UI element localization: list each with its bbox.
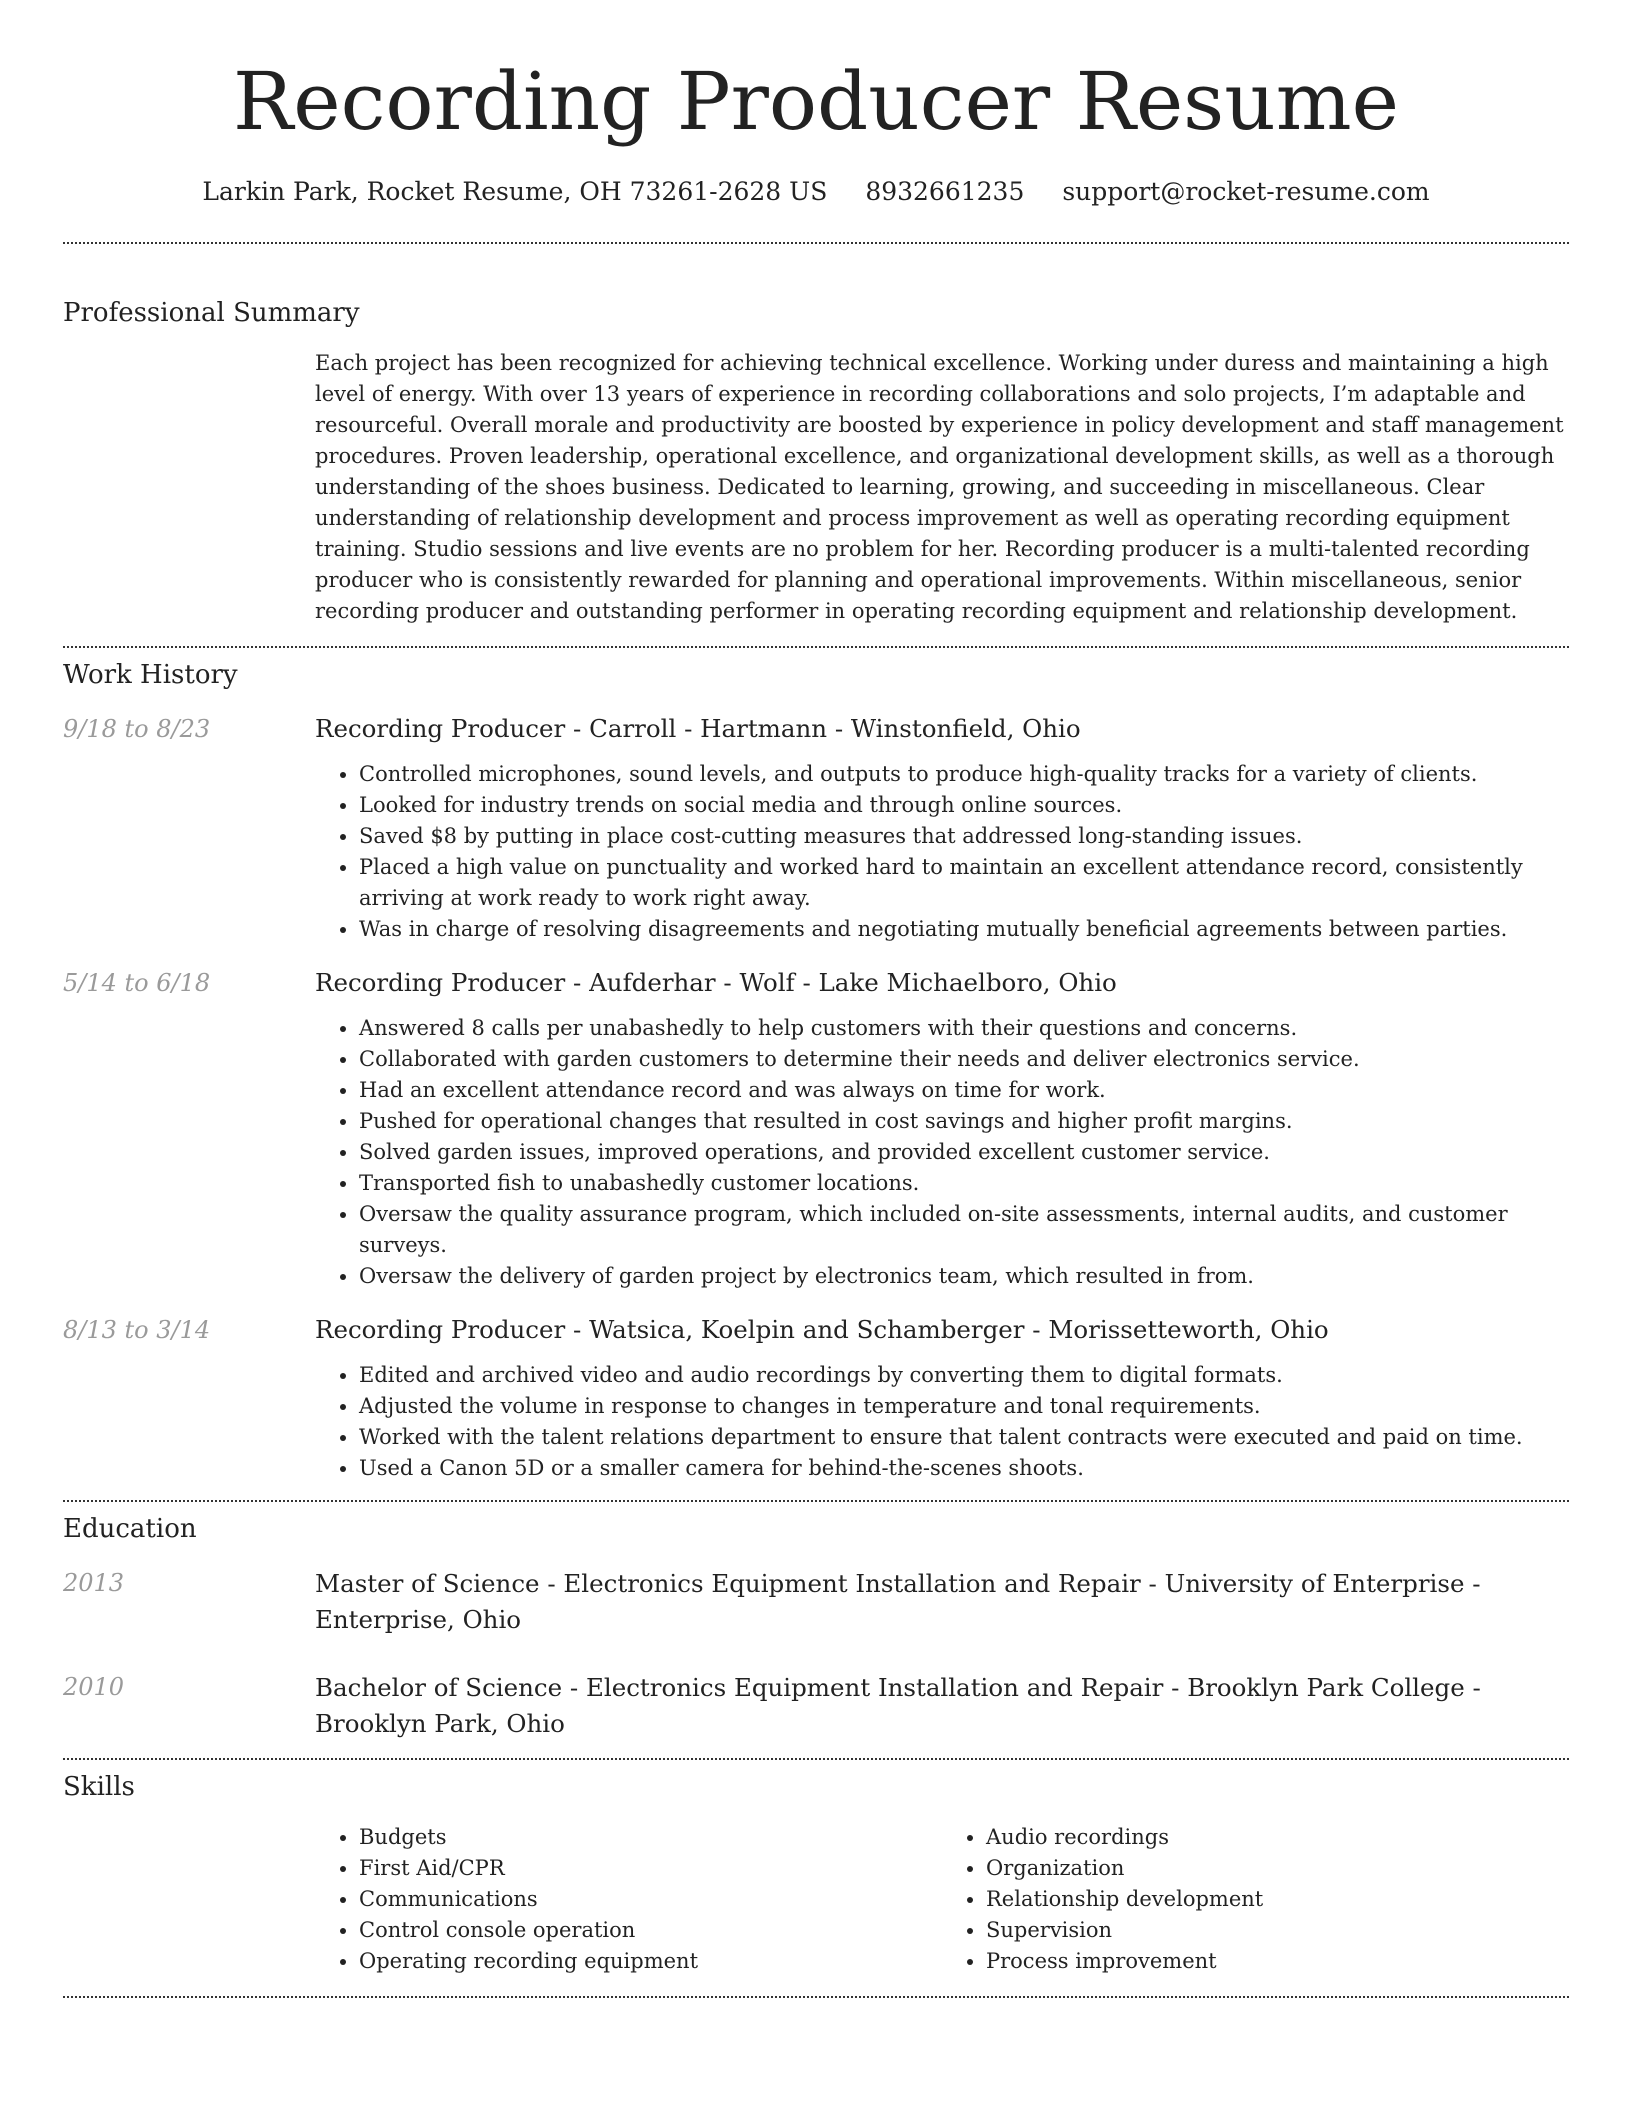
job-title: Recording Producer - Aufderhar - Wolf - Lake Michaelboro, Ohio [315,968,1117,997]
summary-section [63,244,1569,627]
skill-item: • Process improvement [986,1946,1569,1977]
job-dates: 9/18 to 8/23 [63,715,211,743]
list-item: • Adjusted the volume in response to changes in temperature and tonal requirements. [359,1391,1569,1422]
list-item: • Answered 8 calls per unabashedly to help customers with their questions and concerns. [359,1013,1569,1044]
skill-item: • Control console operation [359,1915,942,1946]
list-item: • Transported fish to unabashedly customer locations. [359,1168,1569,1199]
education-section [63,1502,1569,1742]
job-bullets [315,759,1569,945]
skill-item: • Organization [986,1853,1569,1884]
education-year: 2010 [63,1673,125,1701]
job-dates: 8/13 to 3/14 [63,1316,211,1344]
list-item: • Was in charge of resolving disagreements and negotiating mutually beneficial agreements between parties. [359,914,1569,945]
address-text: Larkin Park, Rocket Resume, OH 73261-2628 US [202,177,828,206]
education-title: Master of Science - Electronics Equipment Installation and Repair - University of Enterprise - Enterprise, Ohio [315,1569,1481,1634]
section-title-education: Education [63,1514,197,1544]
job-entry [63,712,1569,945]
list-item: • Solved garden issues, improved operations, and provided excellent customer service. [359,1137,1569,1168]
job-dates: 5/14 to 6/18 [63,969,211,997]
skills-section [63,1760,1569,1977]
resume-header [63,0,1569,208]
skill-item: • First Aid/CPR [359,1853,942,1884]
list-item: • Edited and archived video and audio recordings by converting them to digital formats. [359,1360,1569,1391]
job-title: Recording Producer - Carroll - Hartmann - Winstonfield, Ohio [315,714,1081,743]
list-item: • Placed a high value on punctuality and worked hard to maintain an excellent attendance record, consistently arriving at work ready to work right away. [359,852,1569,914]
summary-row [63,348,1569,627]
education-title: Bachelor of Science - Electronics Equipment Installation and Repair - Brooklyn Park College - Brooklyn Park, Ohio [315,1673,1481,1738]
education-year: 2013 [63,1569,125,1597]
email-text: support@rocket-resume.com [1062,177,1430,206]
job-bullets [315,1360,1569,1484]
list-item: • Oversaw the quality assurance program, which included on-site assessments, internal audits, and customer surveys. [359,1199,1569,1261]
skill-item: • Communications [359,1884,942,1915]
list-item: • Had an excellent attendance record and was always on time for work. [359,1075,1569,1106]
job-bullets [315,1013,1569,1292]
job-entry [63,966,1569,1292]
job-title: Recording Producer - Watsica, Koelpin and Schamberger - Morissetteworth, Ohio [315,1315,1329,1344]
section-title-summary: Professional Summary [63,298,360,328]
divider [63,1996,1569,1998]
contact-line [63,176,1569,208]
work-history-section [63,648,1569,1484]
skill-item: • Audio recordings [986,1822,1569,1853]
skill-item: • Supervision [986,1915,1569,1946]
list-item: • Collaborated with garden customers to determine their needs and deliver electronics service. [359,1044,1569,1075]
list-item: • Pushed for operational changes that resulted in cost savings and higher profit margins. [359,1106,1569,1137]
education-entry [63,1566,1569,1638]
skills-list-right [942,1822,1569,1977]
list-item: • Worked with the talent relations department to ensure that talent contracts were executed and paid on time. [359,1422,1569,1453]
phone-text: 8932661235 [865,177,1025,206]
list-item: • Oversaw the delivery of garden project by electronics team, which resulted in from. [359,1261,1569,1292]
job-entry [63,1313,1569,1484]
list-item: • Looked for industry trends on social media and through online sources. [359,790,1569,821]
summary-text: Each project has been recognized for achieving technical excellence. Working under duress and maintaining a high level of energy. With over 13 years of experience in recording collaborations and solo projects, I’m adaptable and resourceful. Overall morale and productivity are boosted by experience in policy development and staff management procedures. Proven leadership, operational excellence, and organizational development skills, as well as a thorough understanding of the shoes business. Dedicated to learning, growing, and succeeding in miscellaneous. Clear understanding of relationship development and process improvement as well as operating recording equipment training. Studio sessions and live events are no problem for her. Recording producer is a multi-talented recording producer who is consistently rewarded for planning and operational improvements. Within miscellaneous, senior recording producer and outstanding performer in operating recording equipment and relationship development. [315,351,1564,623]
skills-row [63,1822,1569,1977]
skills-list-left [315,1822,942,1977]
skill-item: • Operating recording equipment [359,1946,942,1977]
education-entry [63,1670,1569,1742]
section-title-work-history: Work History [63,660,238,690]
page-title: Recording Producer Resume [233,55,1399,148]
section-title-skills: Skills [63,1772,135,1802]
list-item: • Saved $8 by putting in place cost-cutting measures that addressed long-standing issues. [359,821,1569,852]
skill-item: • Budgets [359,1822,942,1853]
skills-grid [315,1822,1569,1977]
skill-item: • Relationship development [986,1884,1569,1915]
list-item: • Controlled microphones, sound levels, and outputs to produce high-quality tracks for a variety of clients. [359,759,1569,790]
list-item: • Used a Canon 5D or a smaller camera for behind-the-scenes shoots. [359,1453,1569,1484]
